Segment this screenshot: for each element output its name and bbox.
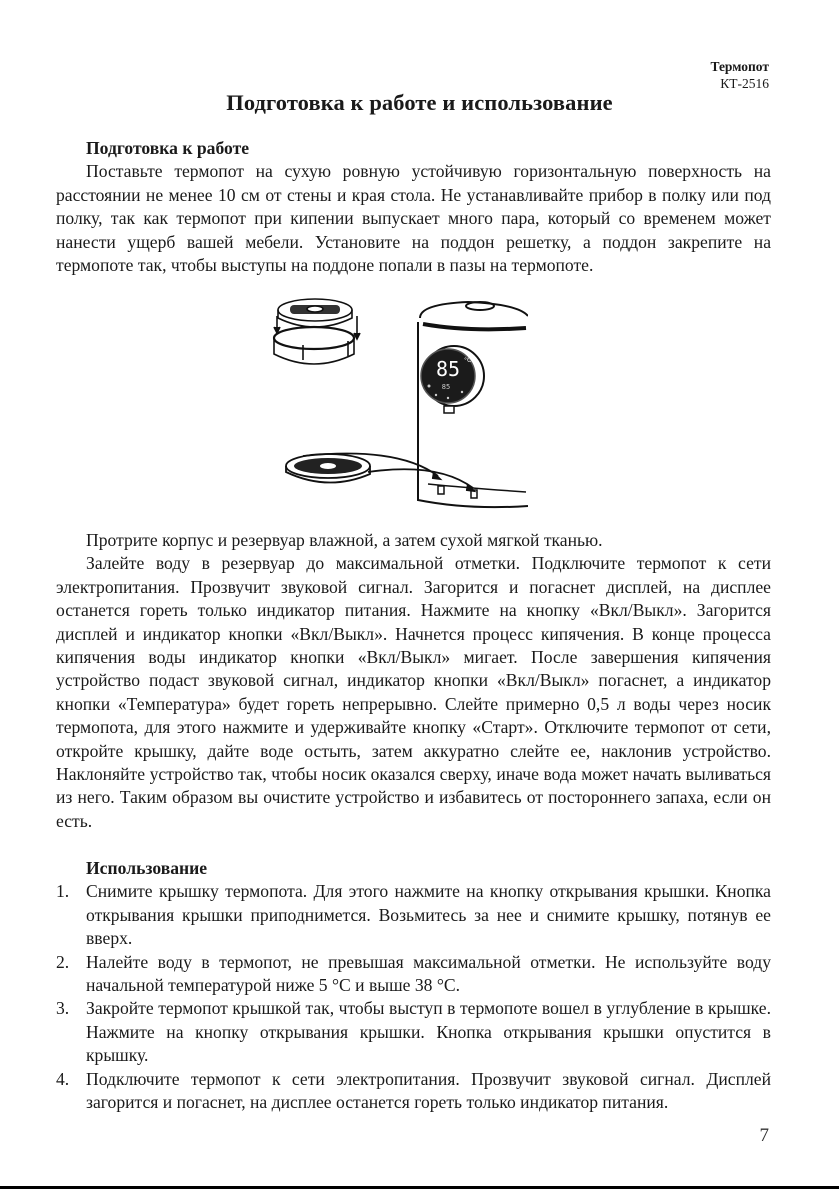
header-model: КТ-2516 <box>720 76 769 91</box>
thermopot-illustration <box>268 296 528 516</box>
usage-section <box>56 857 771 1114</box>
preparation-paragraph-3: Залейте воду в резервуар до максимальной отметки. Подключите термопот к сети электропитания. Прозвучит звуковой сигнал. Загорится и погаснет дисплей, на дисплее останется гореть только индикатор питания. Нажмите на кнопку «Вкл/Выкл». Загорится дисплей и индикатор кнопки «Вкл/Выкл». Начнется процесс кипячения. В конце процесса кипячения воды индикатор кнопки «Вкл/Выкл» мигает. После завершения кипячения устройство подаст звуковой сигнал, индикатор кнопки «Вкл/Выкл» погаснет, а индикатор кнопки «Температура» будет гореть непрерывно. Слейте примерно 0,5 л воды через носик термопота, для этого нажмите и удерживайте кнопку «Старт». Отключите термопот от сети, откройте крышку, дайте воде остыть, затем аккуратно слейте ее, наклонив устройство. Наклоняйте устройство так, чтобы носик оказался сверху, иначе вода может начать выливаться из него. Таким образом вы очистите устройство и избавитесь от постороннего запаха, если он есть. <box>56 553 771 831</box>
lid-grille-icon <box>274 299 360 364</box>
preparation-section <box>56 137 771 277</box>
preparation-heading: Подготовка к работе <box>86 138 250 158</box>
svg-text:85: 85 <box>435 357 461 381</box>
svg-text:85: 85 <box>441 383 451 391</box>
usage-heading: Использование <box>86 858 208 878</box>
preparation-continued <box>56 529 771 833</box>
running-header <box>710 58 769 92</box>
svg-text:°C: °C <box>464 357 472 364</box>
usage-step: 2. Налейте воду в термопот, не превышая максимальной отметки. Не используйте воду начальной температурой ниже 5 °C и выше 38 °C. <box>56 951 771 996</box>
usage-steps-list <box>56 880 771 1114</box>
usage-step: 1. Снимите крышку термопота. Для этого нажмите на кнопку открывания крышки. Кнопка открывания крышки приподнимется. Возьмитесь за нее и снимите крышку, потянув ее вверх. <box>56 881 771 949</box>
preparation-paragraph-1: Поставьте термопот на сухую ровную устойчивую горизонтальную поверхность на расстоянии не менее 10 см от стены и края стола. Не устанавливайте прибор в полку или под полку, так как термопот при кипении выпускает много пара, который со временем может нанести ущерб вашей мебели. Установите на поддон решетку, а поддон закрепите на термопоте так, чтобы выступы на поддоне попали в пазы на термопоте. <box>56 161 771 276</box>
page-number: 7 <box>759 1125 769 1146</box>
usage-step: 4. Подключите термопот к сети электропитания. Прозвучит звуковой сигнал. Дисплей загорится и погаснет, на дисплее останется гореть только индикатор питания. <box>56 1068 771 1113</box>
header-brand: Термопот <box>710 59 769 74</box>
temperature-display-icon <box>421 346 484 413</box>
preparation-paragraph-2: Протрите корпус и резервуар влажной, а затем сухой мягкой тканью. <box>86 530 603 550</box>
usage-step: 3. Закройте термопот крышкой так, чтобы выступ в термопоте вошел в углубление в крышке. Нажмите на кнопку открывания крышки. Кнопка открывания крышки опустится в крышку. <box>56 998 771 1066</box>
page-title: Подготовка к работе и использование <box>226 90 613 115</box>
